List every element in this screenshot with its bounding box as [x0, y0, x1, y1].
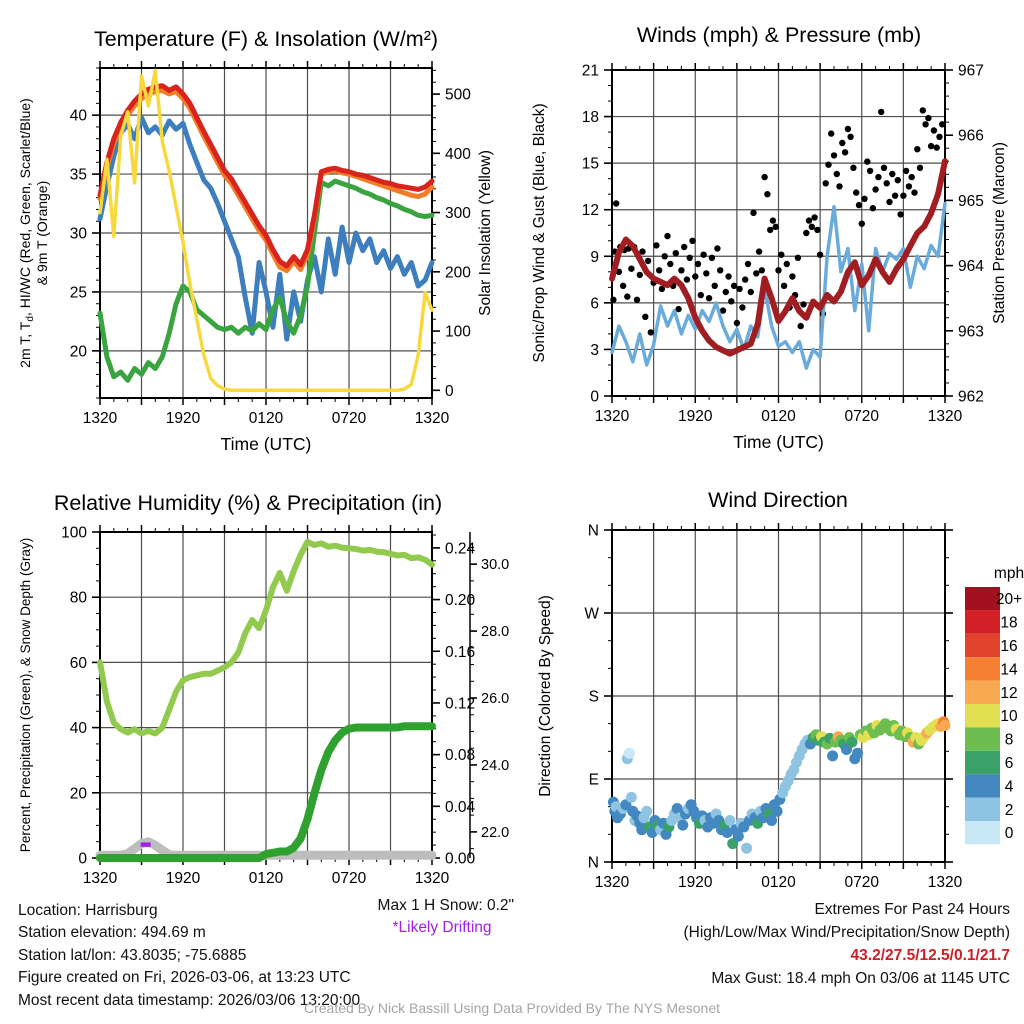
y-tick-label: 0.20	[445, 592, 476, 610]
station-info	[18, 900, 360, 1012]
y-tick-label: 0	[78, 850, 87, 868]
colorbar-tick-label: 20+	[995, 591, 1023, 609]
wind-direction-plot	[584, 523, 962, 892]
y-axis-label: & 9m T (Orange)	[34, 180, 50, 286]
y-tick-label: 40	[69, 720, 87, 738]
y-tick-label: 0.24	[445, 540, 476, 558]
x-tick-label: 0120	[248, 410, 284, 427]
wind-direction-chart	[512, 480, 1024, 900]
y-axis-label: Direction (Colored By Speed)	[537, 595, 554, 797]
snow-axis-tick-label: 30.0	[481, 557, 510, 574]
y-tick-label: 0	[590, 388, 599, 406]
station-location: Location: Harrisburg	[18, 902, 158, 919]
y-tick-label: N	[587, 854, 599, 872]
y-tick-label: 15	[581, 155, 599, 173]
y-tick-label: 400	[445, 145, 471, 163]
y-tick-label: 100	[445, 323, 471, 341]
y-tick-label: 964	[958, 258, 984, 276]
y-tick-label: 200	[445, 264, 471, 282]
y-axis-label: Solar Insolation (Yellow)	[477, 150, 494, 316]
y-tick-label: 6	[590, 295, 599, 313]
station-elevation: Station elevation: 494.69 m	[18, 924, 206, 942]
colorbar-tick-label: 2	[1004, 801, 1014, 819]
x-axis-label: Time (UTC)	[733, 432, 824, 452]
y-axis-label: Sonic/Prop Wind & Gust (Blue, Black)	[531, 103, 548, 363]
temperature-insolation-chart	[0, 0, 512, 480]
credit-line: Created By Nick Bassill Using Data Provided By The NYS Mesonet	[303, 1000, 721, 1016]
y-tick-label: 40	[69, 107, 87, 125]
x-tick-label: 0120	[761, 874, 796, 891]
y-axis-label: Percent, Precipitation (Green), & Snow Depth (Gray)	[18, 537, 33, 853]
x-tick-label: 0720	[844, 408, 879, 425]
max-snow-label: Max 1 H Snow: 0.2"	[377, 897, 514, 914]
y-tick-label: 60	[69, 654, 87, 672]
x-tick-label: 1320	[414, 870, 450, 887]
snow-axis-tick-label: 26.0	[481, 691, 510, 708]
y-tick-label: 20	[69, 785, 87, 803]
x-tick-label: 1920	[678, 874, 713, 891]
y-tick-label: E	[588, 771, 599, 789]
y-tick-label: 25	[69, 284, 87, 302]
y-axis-label: Station Pressure (Maroon)	[991, 142, 1008, 324]
colorbar-tick-label: 14	[1000, 661, 1018, 679]
y-tick-label: 30	[69, 225, 87, 243]
x-tick-label: 0720	[844, 874, 879, 891]
y-tick-label: 962	[958, 388, 984, 406]
y-tick-label: 80	[69, 589, 87, 607]
y-tick-label: 0.08	[445, 747, 476, 765]
rh-precip-plot	[61, 525, 509, 888]
colorbar-tick-label: 0	[1004, 825, 1014, 843]
x-tick-label: 1320	[82, 410, 118, 427]
x-tick-label: 1920	[165, 870, 201, 887]
chart-title: Wind Direction	[708, 488, 848, 512]
extremes-block	[684, 898, 1011, 990]
y-tick-label: 966	[958, 127, 984, 145]
colorbar-tick-label: 8	[1004, 731, 1014, 749]
likely-drifting-label: *Likely Drifting	[392, 919, 492, 936]
extremes-title: Extremes For Past 24 Hours	[814, 901, 1010, 918]
x-tick-label: 1320	[594, 874, 630, 891]
y-tick-label: 967	[958, 62, 984, 80]
y-tick-label: 0.04	[445, 798, 476, 816]
x-tick-label: 1320	[82, 870, 118, 887]
station-latlon: Station lat/lon: 43.8035; -75.6885	[18, 946, 247, 964]
y-axis-label: 2m T, $T_d$, HI/WC (Red, Green, Scarlet/Blue)	[17, 98, 36, 368]
x-tick-label: 0120	[248, 870, 284, 887]
rh-precip-series-drifting-marker	[141, 842, 151, 846]
y-tick-label: W	[584, 605, 599, 623]
figure-created: Figure created on Fri, 2026-03-06, at 13:23 UTC	[18, 969, 351, 987]
x-tick-label: 1920	[165, 410, 201, 427]
snow-axis-tick-label: 24.0	[481, 757, 510, 774]
colorbar-tick-label: 12	[1000, 684, 1018, 702]
y-tick-label: 500	[445, 86, 471, 104]
y-tick-label: 100	[61, 524, 87, 542]
y-tick-label: 20	[69, 343, 87, 361]
y-tick-label: 18	[581, 109, 599, 127]
colorbar-tick-label: 6	[1004, 755, 1014, 772]
y-tick-label: S	[588, 688, 599, 706]
x-tick-label: 1320	[414, 410, 450, 427]
y-tick-label: 3	[590, 341, 599, 359]
data-timestamp: Most recent data timestamp: 2026/03/06 13:20:00	[18, 991, 361, 1009]
y-tick-label: 0.12	[445, 695, 476, 713]
snow-axis-tick-label: 22.0	[481, 824, 510, 841]
extremes-subtitle: (High/Low/Max Wind/Precipitation/Snow Depth)	[683, 924, 1010, 941]
x-axis-label: Time (UTC)	[220, 434, 312, 454]
chart-title: Relative Humidity (%) & Precipitation (in)	[53, 491, 443, 515]
colorbar-tick-label: 10	[1000, 708, 1018, 726]
y-tick-label: 35	[69, 166, 87, 184]
y-tick-label: 9	[590, 248, 599, 266]
colorbar-tick-label: 16	[1000, 638, 1018, 655]
winds-pressure-series-gusts	[610, 107, 948, 335]
colorbar-tick-label: 18	[1000, 614, 1018, 632]
y-tick-label: 965	[958, 192, 984, 210]
rh-precip-chart	[0, 480, 512, 900]
x-tick-label: 0720	[331, 410, 367, 427]
y-tick-label: 963	[958, 323, 984, 341]
max-gust: Max Gust: 18.4 mph On 03/06 at 1145 UTC	[711, 970, 1010, 987]
chart-title: Winds (mph) & Pressure (mb)	[636, 23, 922, 47]
y-tick-label: N	[587, 522, 599, 540]
x-tick-label: 0120	[761, 408, 796, 425]
wind-direction-series-direction	[608, 716, 951, 853]
y-tick-label: 21	[581, 62, 599, 80]
x-tick-label: 0720	[331, 870, 367, 887]
winds-pressure-chart	[512, 0, 1024, 480]
y-tick-label: 0	[445, 382, 454, 400]
temperature-insolation-plot	[70, 61, 471, 427]
y-tick-label: 300	[445, 205, 471, 223]
chart-title: Temperature (F) & Insolation (W/m²)	[93, 27, 439, 51]
extremes-values: 43.2/27.5/12.5/0.1/21.7	[850, 947, 1010, 964]
winds-pressure-plot	[582, 63, 984, 426]
x-tick-label: 1920	[678, 408, 713, 425]
snow-note	[330, 897, 514, 937]
y-tick-label: 0.00	[445, 850, 476, 868]
x-tick-label: 1320	[927, 874, 963, 891]
x-tick-label: 1320	[927, 408, 963, 425]
colorbar-unit-label: mph	[993, 565, 1024, 582]
y-tick-label: 12	[581, 202, 599, 220]
x-tick-label: 1320	[594, 408, 630, 425]
y-tick-label: 0.16	[445, 643, 476, 661]
snow-axis-tick-label: 28.0	[481, 624, 510, 641]
speed-colorbar	[965, 565, 1024, 844]
colorbar-tick-label: 4	[1004, 778, 1014, 796]
